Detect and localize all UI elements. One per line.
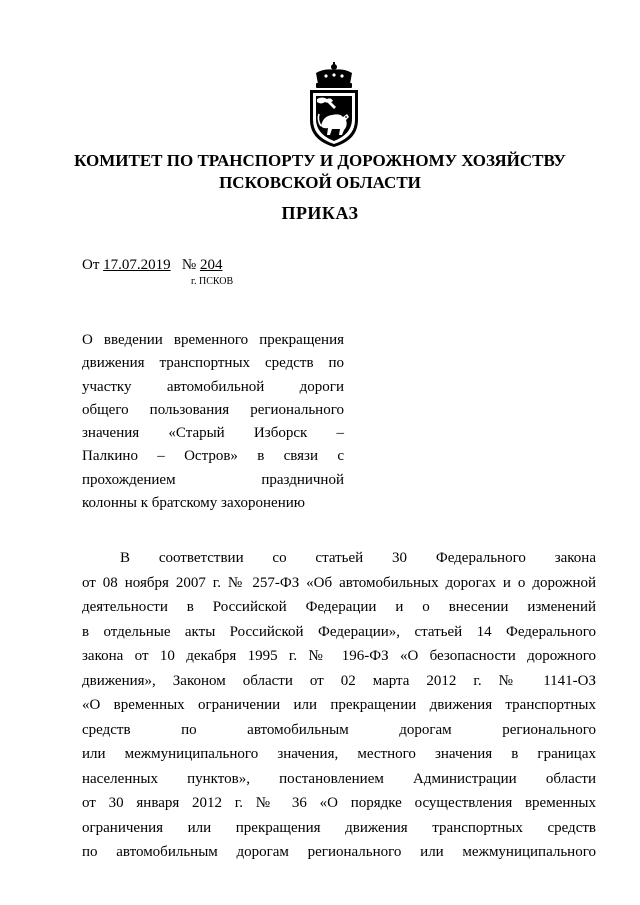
subject-line: общего пользования регионального — [82, 401, 344, 418]
order-subject — [82, 329, 344, 515]
subject-line: движения транспортных средств по — [82, 355, 344, 372]
body-line: В соответствии со статьей 30 Федерального закона — [120, 550, 596, 566]
subject-line: значения «Старый Изборск – — [82, 425, 344, 442]
order-date: 17.07.2019 — [103, 257, 171, 273]
number-label: № — [181, 257, 197, 273]
organization-name-line-1: КОМИТЕТ ПО ТРАНСПОРТУ И ДОРОЖНОМУ ХОЗЯЙСТВУ — [74, 151, 566, 170]
body-line: населенных пунктов», постановлением Администрации области — [82, 770, 596, 787]
subject-line: О введении временного прекращения — [82, 332, 344, 348]
organization-name-line-2: ПСКОВСКОЙ ОБЛАСТИ — [219, 173, 421, 192]
body-line: движения», Законом области от 02 марта 2012 г. № 1141-ОЗ — [82, 672, 596, 689]
body-line: от 08 ноября 2007 г. № 257-ФЗ «Об автомобильных дорогах и о дорожной — [82, 574, 596, 591]
organization-name — [40, 150, 600, 194]
body-line: средств по автомобильным дорогам регионального — [82, 721, 596, 738]
subject-line: участку автомобильной дороги — [82, 378, 344, 395]
from-label: От — [82, 257, 100, 273]
pskov-oblast-coat-of-arms-icon — [292, 60, 376, 148]
body-line: по автомобильным дорогам регионального или межмуниципального — [82, 844, 596, 860]
document-type-title: ПРИКАЗ — [281, 203, 359, 223]
body-line: «О временных ограничении или прекращении движения транспортных — [82, 697, 596, 713]
body-line: закона от 10 декабря 1995 г. № 196-ФЗ «О безопасности дорожного — [82, 648, 596, 664]
body-line: от 30 января 2012 г. № 36 «О порядке осуществления временных — [82, 795, 596, 811]
order-number: 204 — [199, 257, 223, 273]
body-line: деятельности в Российской Федерации и о внесении изменений — [82, 599, 596, 615]
issue-city: г. ПСКОВ — [191, 276, 234, 287]
subject-line: колонны к братскому захоронению — [82, 495, 305, 512]
subject-line: прохождением праздничной — [82, 471, 344, 488]
body-line: или межмуниципального значения, местного значения в границах — [82, 746, 596, 762]
subject-line: Палкино – Остров» в связи с — [82, 448, 344, 465]
order-date-number-line — [82, 257, 222, 274]
body-line: в отдельные акты Российской Федерации», статьей 14 Федерального — [82, 623, 596, 640]
order-body-paragraph — [82, 546, 596, 865]
body-line: ограничения или прекращения движения транспортных средств — [82, 819, 596, 836]
